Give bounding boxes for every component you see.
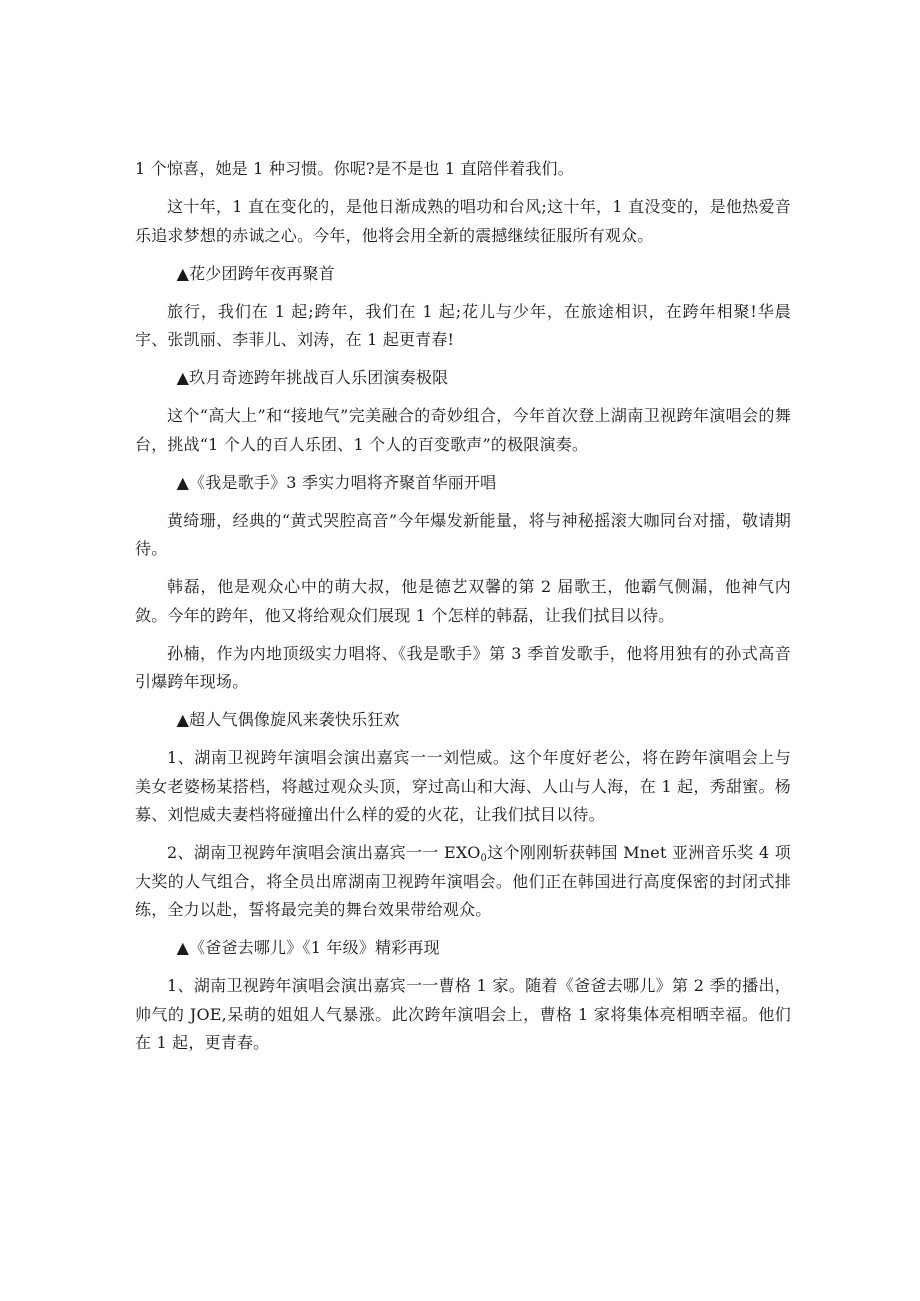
paragraph-text: 2、湖南卫视跨年演唱会演出嘉宾一一 EXO — [167, 843, 481, 862]
section-heading-text: 《我是歌手》3 季实力唱将齐聚首华丽开唱 — [189, 472, 497, 492]
triangle-icon: ▲ — [176, 472, 190, 492]
document-body — [135, 155, 791, 1067]
paragraph: 这十年，1 直在变化的，是他日渐成熟的唱功和台风;这十年，1 直没变的，是他热爱音乐追求梦想的赤诚之心。今年，他将会用全新的震撼继续征服所有观众。 — [135, 197, 791, 245]
section-heading — [135, 469, 791, 498]
section-heading — [135, 934, 791, 963]
triangle-icon: ▲ — [176, 710, 190, 729]
paragraph: 韩磊，他是观众心中的萌大叔，他是德艺双馨的第 2 届歌王，他霸气侧漏，他神气内敛。今年的跨年，他又将给观众们展现 1 个怎样的韩磊，让我们拭目以待。 — [135, 577, 791, 625]
paragraph: 黄绮珊，经典的“黄式哭腔高音”今年爆发新能量，将与神秘摇滚大咖同台对擂，敬请期待。 — [135, 510, 791, 558]
section-heading-text: 超人气偶像旋风来袭快乐狂欢 — [189, 710, 400, 729]
section-heading — [135, 364, 791, 393]
paragraph: 旅行，我们在 1 起;跨年，我们在 1 起;花儿与少年，在旅途相识，在跨年相聚!华晨宇、张凯丽、李菲儿、刘涛，在 1 起更青春! — [135, 301, 791, 349]
triangle-icon: ▲ — [176, 368, 190, 387]
paragraph: 这个“高大上”和“接地气”完美融合的奇妙组合，今年首次登上湖南卫视跨年演唱会的舞台，挑战“1 个人的百人乐团、1 个人的百变歌声”的极限演奏。 — [135, 406, 791, 454]
triangle-icon: ▲ — [176, 938, 190, 957]
triangle-icon: ▲ — [176, 263, 190, 283]
section-heading-text: 玖月奇迹跨年挑战百人乐团演奏极限 — [189, 368, 449, 387]
paragraph: 孙楠，作为内地顶级实力唱将、《我是歌手》第 3 季首发歌手，他将用独有的孙式高音引爆跨年现场。 — [135, 643, 791, 691]
section-heading — [135, 706, 791, 735]
paragraph-text: 这个刚刚斩获韩国 Mnet 亚洲音乐奖 4 项大奖的人气组合，将全员出席湖南卫视跨年演唱会。他们正在韩国进行高度保密的封闭式排练，全力以赴，誓将最完美的舞台效果带给观众。 — [135, 843, 791, 919]
section-heading — [135, 260, 791, 289]
paragraph: 1、湖南卫视跨年演唱会演出嘉宾一一刘恺威。这个年度好老公，将在跨年演唱会上与美女老婆杨某搭档，将越过观众头顶，穿过高山和大海、人山与人海，在 1 起，秀甜蜜。杨募、刘恺威夫妻档将碰撞出什么样的爱的火花，让我们拭目以待。 — [135, 748, 791, 824]
paragraph: 1、湖南卫视跨年演唱会演出嘉宾一一曹格 1 家。随着《爸爸去哪儿》第 2 季的播出，帅气的 JOE,呆萌的姐姐人气暴涨。此次跨年演唱会上，曹格 1 家将集体亮相晒幸福。他们在 1 起，更青春。 — [135, 976, 791, 1052]
section-heading-text: 花少团跨年夜再聚首 — [189, 263, 335, 283]
paragraph — [135, 839, 791, 925]
section-heading-text: 《爸爸去哪儿》《1 年级》精彩再现 — [189, 938, 440, 957]
paragraph: 1 个惊喜，她是 1 种习惯。你呢?是不是也 1 直陪伴着我们。 — [135, 159, 574, 178]
subscript: 0 — [480, 853, 488, 864]
